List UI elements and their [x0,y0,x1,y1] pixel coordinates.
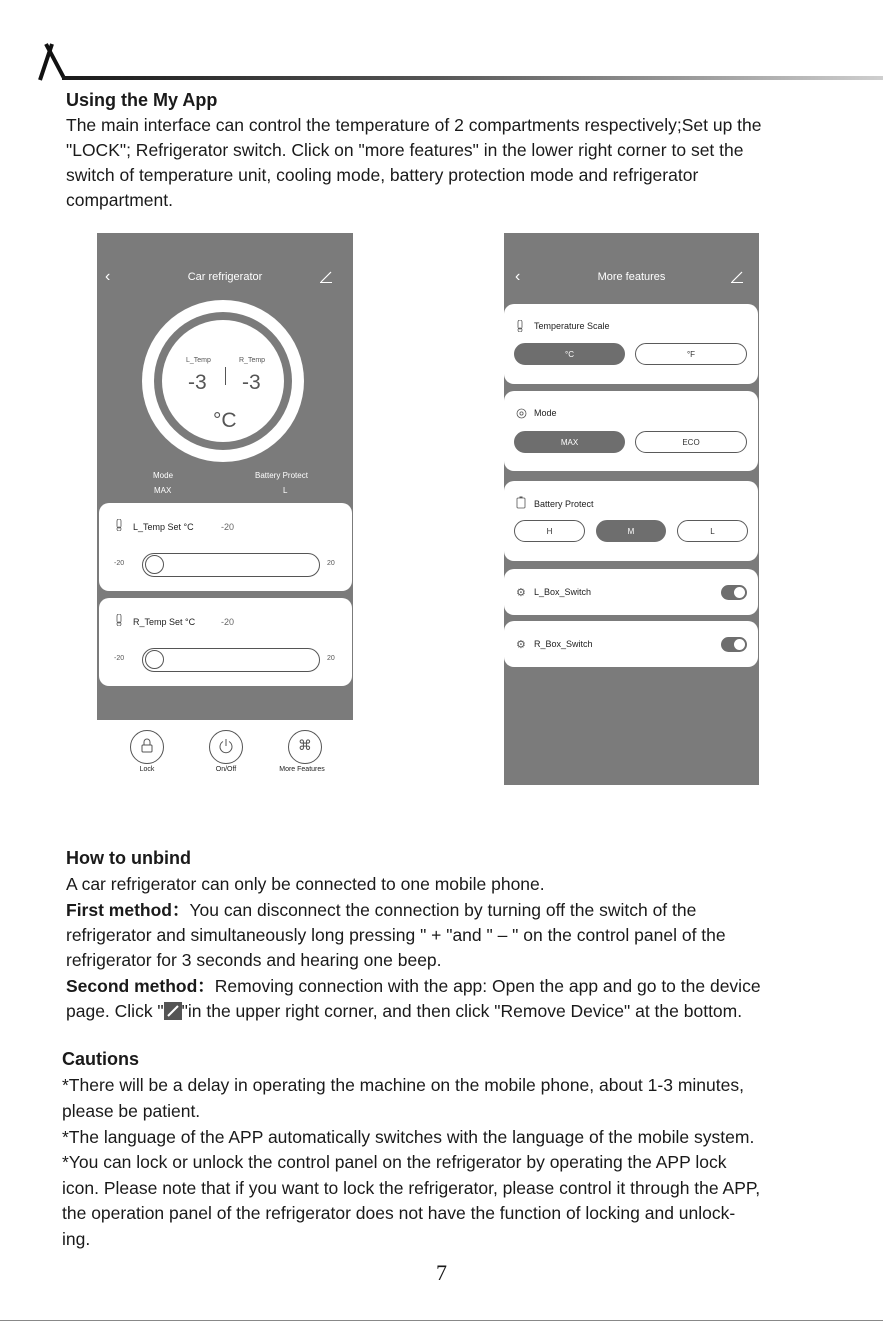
battery-high-option[interactable]: H [514,520,585,542]
second-method-label: Second method： [66,976,215,996]
command-icon: ⌘ [298,737,312,753]
section-heading-using-app: Using the My App [66,90,218,110]
text-part: "in the upper right corner, and then click "Remove Device" at the bottom. [181,1001,743,1021]
thermometer-icon [115,614,125,626]
paragraph-line [66,974,761,1000]
slider-min: -20 [114,560,125,567]
l-box-toggle[interactable] [721,585,747,600]
more-features-label: More Features [279,766,325,773]
lock-icon [140,738,154,754]
mode-max-option[interactable]: MAX [514,431,625,453]
l-set-value: -20 [221,522,235,532]
paragraph-line: compartment. [66,190,173,210]
mode-eco-option[interactable]: ECO [635,431,747,453]
paragraph-line: ing. [62,1229,91,1249]
chevron-left-icon[interactable]: ‹ [515,268,521,285]
l-temp-card [99,503,352,591]
battery-label: Battery Protect [255,471,308,480]
screen-title: Car refrigerator [187,271,263,283]
l-box-switch-label: L_Box_Switch [534,587,592,597]
battery-value: L [283,486,288,495]
temperature-ring [142,300,304,462]
text-part: page. Click " [66,1001,164,1021]
r-set-value: -20 [221,617,235,627]
r-temp-caption: R_Temp [239,357,266,364]
section-heading-unbind: How to unbind [66,848,191,868]
paragraph-line: The main interface can control the temperature of 2 compartments respectively;Set up the [66,115,762,135]
paragraph-line: the operation panel of the refrigerator does not have the function of locking and unlock- [62,1203,736,1223]
r-box-switch-label: R_Box_Switch [534,639,593,649]
paragraph-line: *There will be a delay in operating the machine on the mobile phone, about 1-3 minutes, [62,1075,744,1095]
thermometer-icon [115,519,125,531]
lock-button[interactable] [130,730,164,764]
power-button[interactable] [209,730,243,764]
celsius-option[interactable]: °C [514,343,625,365]
gear-icon: ⚙ [516,587,526,599]
fahrenheit-option[interactable]: °F [635,343,747,365]
mode-card [504,391,758,471]
l-temp-caption: L_Temp [186,357,211,364]
paragraph-line: *You can lock or unlock the control panel on the refrigerator by operating the APP lock [62,1152,727,1172]
r-box-switch-card [504,621,758,667]
page-number: 7 [436,1260,447,1285]
slider-min: -20 [114,655,125,662]
paragraph-line: refrigerator for 3 seconds and hearing one beep. [66,950,442,970]
unit-label: °C [213,409,237,432]
paragraph-line: A car refrigerator can only be connected to one mobile phone. [66,874,545,894]
main-screen [97,233,353,720]
mode-icon [516,408,527,419]
gear-icon: ⚙ [516,639,526,651]
section-heading-cautions: Cautions [62,1049,140,1069]
thermometer-icon [516,320,526,332]
battery-medium-option[interactable]: M [596,520,666,542]
r-temp-value: -3 [242,371,261,394]
onoff-label: On/Off [215,766,237,773]
footer-rule [0,1320,883,1321]
r-temp-slider[interactable] [142,648,320,672]
r-set-label: R_Temp Set °C [133,617,196,627]
chevron-left-icon[interactable]: ‹ [105,268,111,285]
r-box-toggle[interactable] [721,637,747,652]
paragraph-line: "LOCK"; Refrigerator switch. Click on "more features" in the lower right corner to set the [66,140,744,160]
mode-label: Mode [534,408,557,418]
temperature-scale-label: Temperature Scale [534,321,610,331]
slider-knob[interactable] [145,555,164,574]
paragraph-line [66,898,696,924]
battery-protect-card [504,481,758,561]
slider-max: 20 [327,655,335,662]
paragraph-line: *The language of the APP automatically switches with the language of the mobile system. [62,1127,755,1147]
second-method-text: Removing connection with the app: Open the app and go to the device [214,976,761,996]
l-temp-slider[interactable] [142,553,320,577]
edit-icon [164,1002,182,1020]
paragraph-line [66,999,742,1025]
l-box-switch-card [504,569,758,615]
slider-max: 20 [327,560,335,567]
battery-icon [516,496,526,509]
power-icon [218,738,234,754]
paragraph-line: please be patient. [62,1101,201,1121]
edit-icon[interactable] [320,271,332,283]
temperature-scale-card [504,304,758,384]
battery-low-option[interactable]: L [677,520,748,542]
first-method-label: First method： [66,900,190,920]
slider-knob[interactable] [145,650,164,669]
paragraph-line: icon. Please note that if you want to lock the refrigerator, please control it through the APP, [62,1178,761,1198]
l-set-label: L_Temp Set °C [133,522,194,532]
edit-icon[interactable] [731,271,743,283]
temp-divider [225,367,226,385]
l-temp-value: -3 [188,371,207,394]
battery-protect-label: Battery Protect [534,499,594,509]
more-features-button[interactable] [288,730,322,764]
more-features-screen [504,233,759,785]
screen-title: More features [597,271,666,283]
header-rule [62,76,883,80]
r-temp-card [99,598,352,686]
paragraph-line: switch of temperature unit, cooling mode, battery protection mode and refrigerator [66,165,699,185]
first-method-text: You can disconnect the connection by turning off the switch of the [189,900,697,920]
paragraph-line: refrigerator and simultaneously long pressing " + "and " – " on the control panel of the [66,925,726,945]
lock-label: Lock [139,766,155,773]
mode-value: MAX [154,486,172,495]
mode-label: Mode [153,471,174,480]
